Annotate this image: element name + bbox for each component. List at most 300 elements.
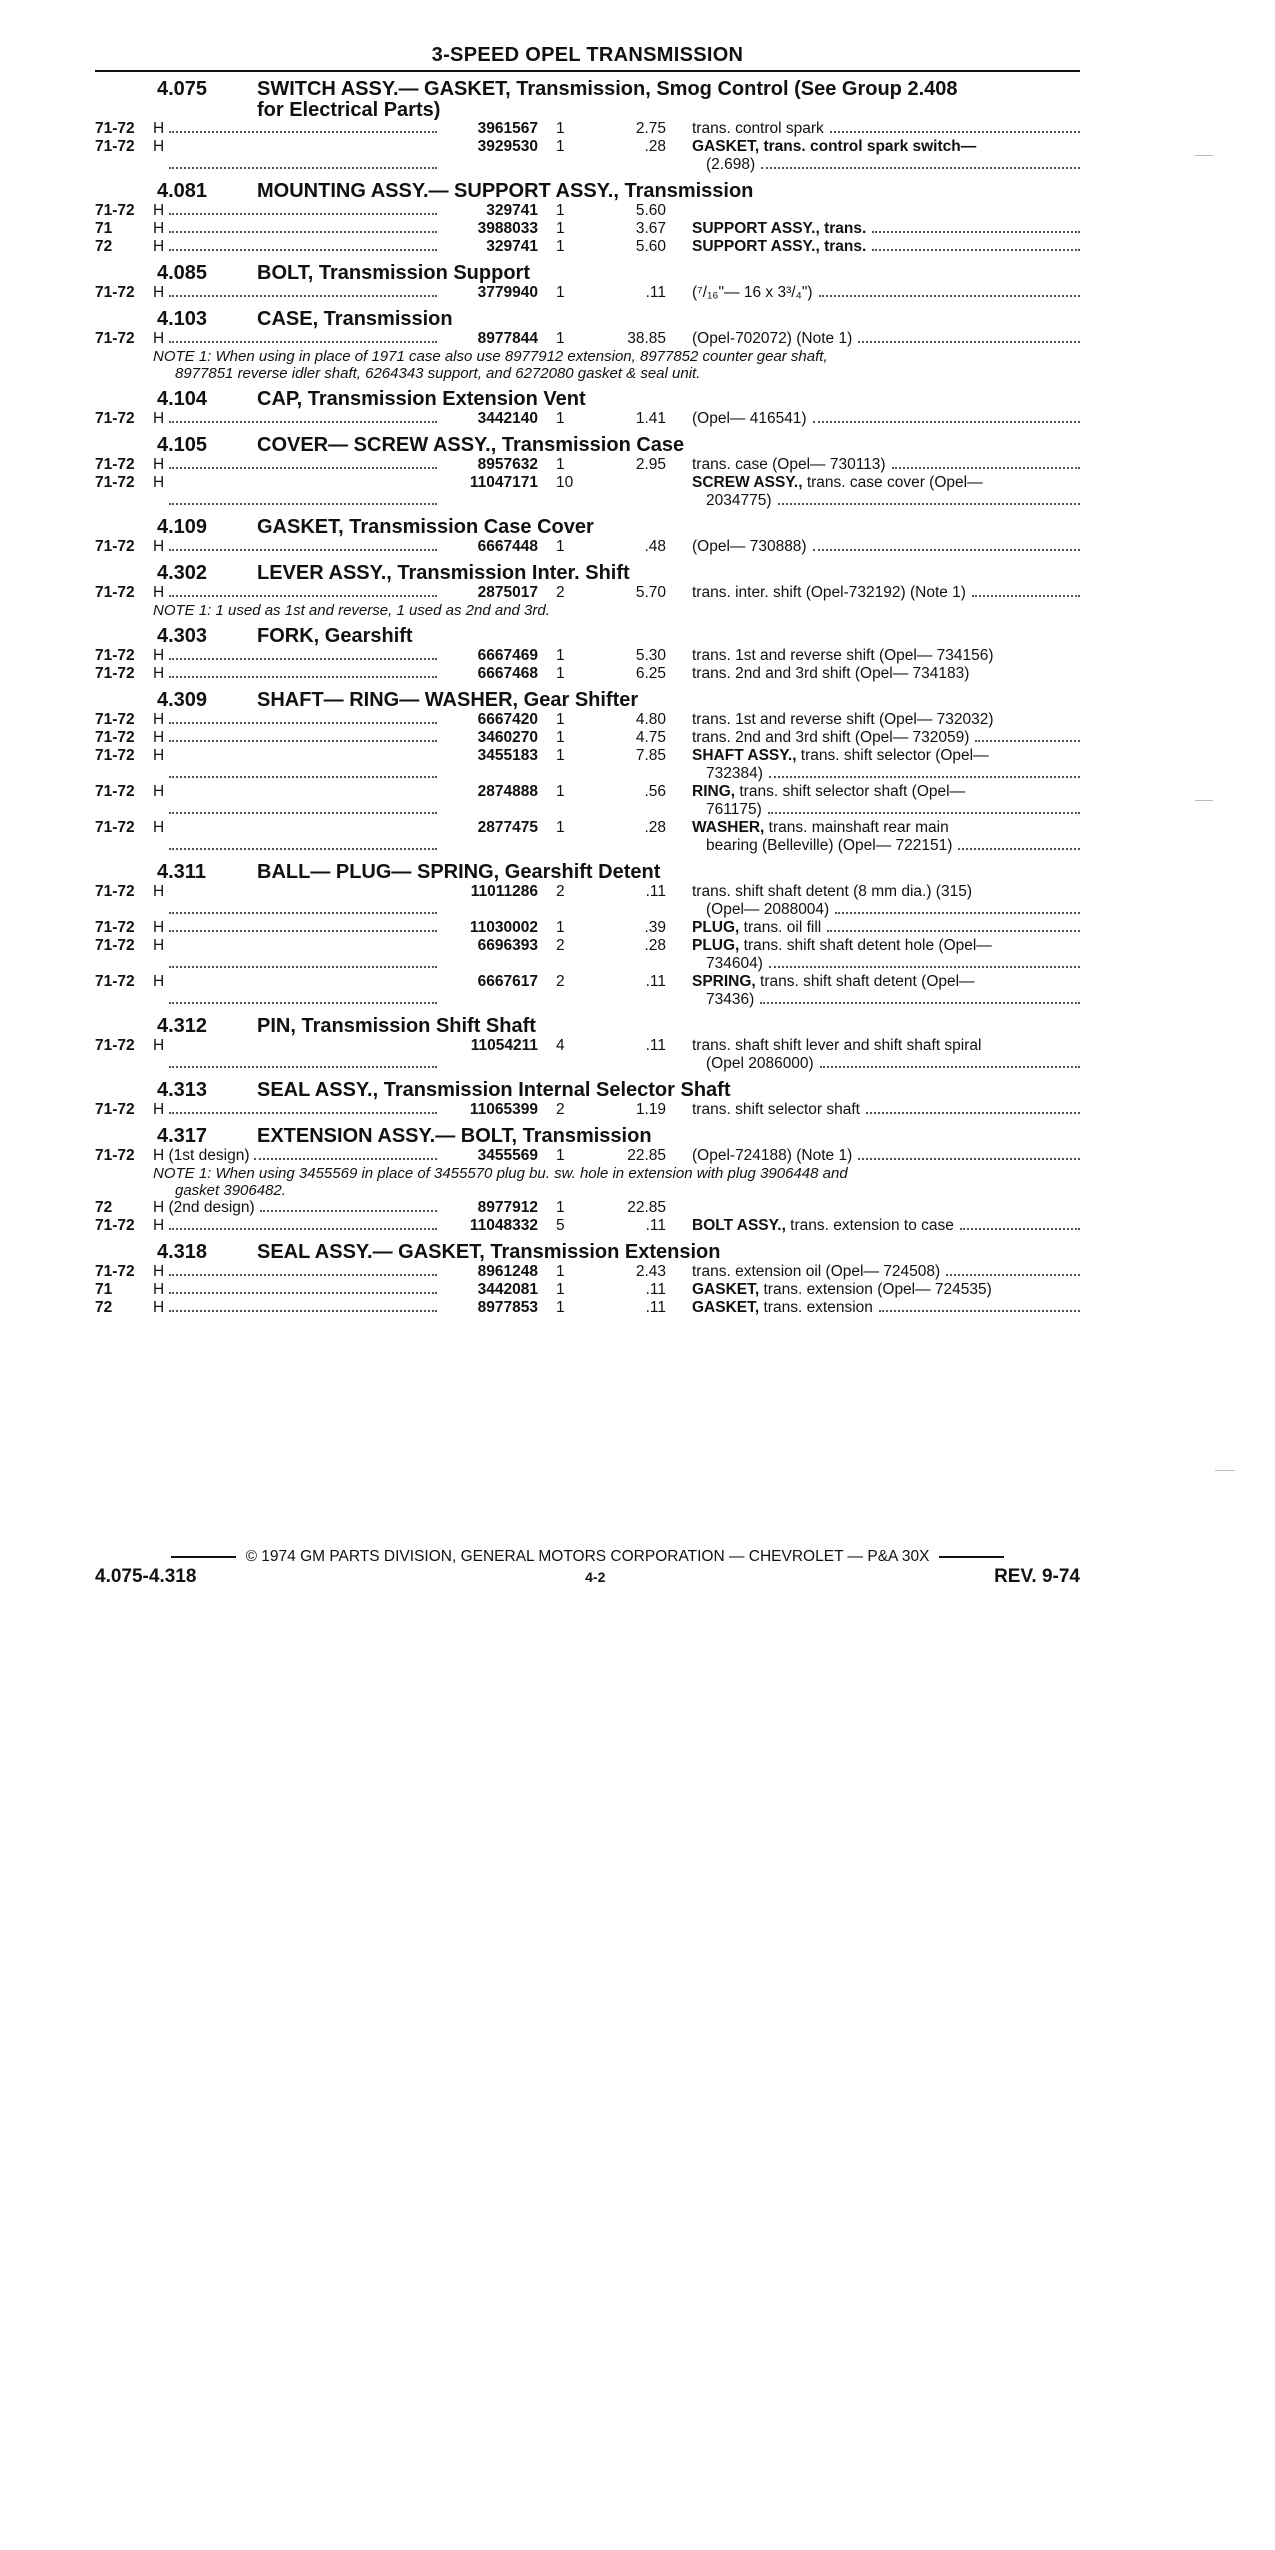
quantity: 1 xyxy=(556,1263,565,1280)
section-heading xyxy=(95,689,1080,711)
description xyxy=(666,665,1080,683)
catalog-section xyxy=(95,262,1080,302)
section-title: EXTENSION ASSY.— BOLT, Transmission xyxy=(257,1125,652,1147)
leader-dots xyxy=(169,474,437,505)
price: .11 xyxy=(645,284,666,301)
quantity: 1 xyxy=(556,819,565,836)
series-cell xyxy=(153,138,443,174)
catalog-section xyxy=(95,689,1080,855)
description-text: (Opel-724188) (Note 1) xyxy=(692,1147,853,1164)
model-year: 71 xyxy=(95,1281,113,1298)
table-row xyxy=(95,1147,1080,1165)
description-line xyxy=(692,456,1080,474)
quantity: 4 xyxy=(556,1037,565,1054)
series-code: H xyxy=(153,1217,165,1234)
description-continued xyxy=(692,837,1080,855)
quantity: 1 xyxy=(556,1281,565,1298)
table-row xyxy=(95,883,1080,919)
footer-revision: REV. 9-74 xyxy=(994,1566,1080,1587)
description xyxy=(666,538,1080,556)
leader-dots xyxy=(879,1299,1080,1312)
leader-dots xyxy=(960,1217,1080,1230)
table-row xyxy=(95,456,1080,474)
description-line xyxy=(692,284,1080,302)
price: .28 xyxy=(644,138,666,155)
footer-page-number: 4-2 xyxy=(585,1569,606,1585)
section-code: 4.309 xyxy=(157,689,208,711)
leader-dots xyxy=(169,238,437,251)
description-line xyxy=(692,647,1080,665)
description-line xyxy=(692,1101,1080,1119)
part-number: 11048332 xyxy=(469,1217,538,1234)
series-cell xyxy=(153,1199,443,1217)
description-line xyxy=(692,937,1080,955)
leader-dots xyxy=(813,538,1080,551)
description-continued xyxy=(692,156,1080,174)
part-number: 6667420 xyxy=(477,711,538,728)
description-line xyxy=(692,538,1080,556)
description-line xyxy=(692,1147,1080,1165)
description xyxy=(666,919,1080,937)
leader-dots xyxy=(946,1263,1080,1276)
leader-dots xyxy=(169,747,437,778)
series-cell xyxy=(153,919,443,937)
catalog-section xyxy=(95,434,1080,510)
description xyxy=(666,883,1080,919)
part-number: 8977912 xyxy=(477,1199,538,1216)
catalog-section xyxy=(95,180,1080,256)
description-line xyxy=(692,1281,1080,1299)
price: 5.30 xyxy=(635,647,666,664)
series-code: H xyxy=(153,120,165,137)
description xyxy=(666,1217,1080,1235)
part-number: 3929530 xyxy=(477,138,538,155)
model-year: 71-72 xyxy=(95,1217,135,1234)
part-number: 3442081 xyxy=(477,1281,538,1298)
quantity: 1 xyxy=(556,410,565,427)
model-year: 71-72 xyxy=(95,202,135,219)
table-row xyxy=(95,1299,1080,1317)
table-row xyxy=(95,1037,1080,1073)
quantity: 1 xyxy=(556,783,565,800)
part-number: 6667468 xyxy=(477,665,538,682)
description xyxy=(666,238,1080,256)
model-year: 71-72 xyxy=(95,919,135,936)
description-continued xyxy=(692,801,1080,819)
leader-dots xyxy=(169,883,437,914)
description-line xyxy=(692,919,1080,937)
leader-dots xyxy=(169,202,437,215)
margin-mark xyxy=(1195,800,1213,801)
quantity: 1 xyxy=(556,747,565,764)
description xyxy=(666,783,1080,819)
description xyxy=(666,647,1080,665)
part-number: 3988033 xyxy=(477,220,538,237)
quantity: 1 xyxy=(556,202,565,219)
leader-dots xyxy=(866,1101,1080,1114)
description-line xyxy=(692,973,1080,991)
series-cell xyxy=(153,1263,443,1281)
leader-dots xyxy=(768,801,1080,814)
leader-dots xyxy=(169,919,437,932)
description-text: (2.698) xyxy=(706,156,756,173)
section-heading xyxy=(95,308,1080,330)
description xyxy=(666,1101,1080,1119)
leader-dots xyxy=(169,729,437,742)
description-text: GASKET, trans. extension xyxy=(692,1299,873,1316)
leader-dots xyxy=(820,1055,1080,1068)
series-cell xyxy=(153,238,443,256)
price: .11 xyxy=(645,1217,666,1234)
quantity: 1 xyxy=(556,729,565,746)
description-line xyxy=(692,1217,1080,1235)
part-number: 8977853 xyxy=(477,1299,538,1316)
section-code: 4.109 xyxy=(157,516,208,538)
quantity: 1 xyxy=(556,1147,565,1164)
section-heading xyxy=(95,78,1080,100)
margin-mark xyxy=(1195,155,1213,156)
price: .11 xyxy=(645,1281,666,1298)
leader-dots xyxy=(769,765,1080,778)
part-number: 3455569 xyxy=(477,1147,538,1164)
description-text: (Opel— 730888) xyxy=(692,538,807,555)
catalog-section xyxy=(95,861,1080,1009)
note-line: gasket 3906482. xyxy=(175,1182,286,1199)
model-year: 71-72 xyxy=(95,284,135,301)
section-title: CASE, Transmission xyxy=(257,308,453,330)
table-row xyxy=(95,202,1080,220)
leader-dots xyxy=(169,220,437,233)
part-number: 329741 xyxy=(486,202,538,219)
table-row xyxy=(95,220,1080,238)
section-code: 4.302 xyxy=(157,562,208,584)
description-text: RING, trans. shift selector shaft (Opel— xyxy=(692,783,966,800)
part-number: 329741 xyxy=(486,238,538,255)
table-row xyxy=(95,747,1080,783)
leader-dots xyxy=(169,138,437,169)
table-row xyxy=(95,973,1080,1009)
description-text: PLUG, trans. shift shaft detent hole (Opel— xyxy=(692,937,992,954)
section-note xyxy=(95,602,1080,619)
part-number: 8957632 xyxy=(477,456,538,473)
series-cell xyxy=(153,1217,443,1235)
model-year: 72 xyxy=(95,238,113,255)
section-code: 4.317 xyxy=(157,1125,208,1147)
description-text: SUPPORT ASSY., trans. xyxy=(692,220,867,237)
leader-dots xyxy=(872,238,1080,251)
section-title: SHAFT— RING— WASHER, Gear Shifter xyxy=(257,689,639,711)
description-text: 761175) xyxy=(706,801,762,818)
series-code: H xyxy=(153,1263,165,1280)
leader-dots xyxy=(169,1037,437,1068)
price: 2.43 xyxy=(635,1263,666,1280)
description xyxy=(666,1263,1080,1281)
leader-dots xyxy=(169,410,437,423)
series-code: H xyxy=(153,665,165,682)
section-title: GASKET, Transmission Case Cover xyxy=(257,516,594,538)
price: 22.85 xyxy=(627,1147,666,1164)
leader-dots xyxy=(827,919,1080,932)
part-number: 8961248 xyxy=(477,1263,538,1280)
description-line xyxy=(692,330,1080,348)
part-number: 11065399 xyxy=(469,1101,538,1118)
model-year: 71-72 xyxy=(95,819,135,836)
price: .11 xyxy=(645,973,666,990)
quantity: 1 xyxy=(556,647,565,664)
model-year: 71-72 xyxy=(95,883,135,900)
series-cell xyxy=(153,1147,443,1165)
leader-dots xyxy=(169,584,437,597)
description-continued xyxy=(692,991,1080,1009)
description-line xyxy=(692,665,1080,683)
series-cell xyxy=(153,665,443,683)
description xyxy=(666,138,1080,174)
leader-dots xyxy=(169,819,437,850)
quantity: 1 xyxy=(556,538,565,555)
description-line xyxy=(692,819,1080,837)
description-line xyxy=(692,1037,1080,1055)
section-code: 4.312 xyxy=(157,1015,208,1037)
series-cell xyxy=(153,584,443,602)
leader-dots xyxy=(958,837,1080,850)
price: 4.80 xyxy=(635,711,666,728)
series-code: H xyxy=(153,138,165,155)
description xyxy=(666,1281,1080,1299)
series-code: H xyxy=(153,1037,165,1054)
description-text: 732384) xyxy=(706,765,763,782)
description-continued xyxy=(692,492,1080,510)
leader-dots xyxy=(830,120,1080,133)
section-title: FORK, Gearshift xyxy=(257,625,413,647)
table-row xyxy=(95,284,1080,302)
series-code: H xyxy=(153,330,165,347)
leader-dots xyxy=(872,220,1080,233)
part-number: 3779940 xyxy=(477,284,538,301)
price: 5.60 xyxy=(635,238,666,255)
price: 5.60 xyxy=(635,202,666,219)
quantity: 1 xyxy=(556,220,565,237)
price: 1.41 xyxy=(635,410,666,427)
series-cell xyxy=(153,973,443,1009)
leader-dots xyxy=(254,1147,437,1160)
series-cell xyxy=(153,711,443,729)
table-row xyxy=(95,783,1080,819)
description xyxy=(666,120,1080,138)
margin-mark xyxy=(1215,1470,1235,1471)
part-number: 6696393 xyxy=(477,937,538,954)
table-row xyxy=(95,819,1080,855)
series-code: H xyxy=(153,202,165,219)
description xyxy=(666,747,1080,783)
series-cell xyxy=(153,410,443,428)
leader-dots xyxy=(975,729,1080,742)
table-row xyxy=(95,330,1080,348)
series-cell xyxy=(153,284,443,302)
quantity: 2 xyxy=(556,1101,565,1118)
description-line xyxy=(692,474,1080,492)
section-heading xyxy=(95,1015,1080,1037)
series-code: H xyxy=(153,729,165,746)
section-heading xyxy=(95,516,1080,538)
model-year: 71-72 xyxy=(95,647,135,664)
catalog-section xyxy=(95,1079,1080,1119)
leader-dots xyxy=(769,955,1080,968)
series-code: H xyxy=(153,819,165,836)
catalog-section xyxy=(95,308,1080,382)
quantity: 1 xyxy=(556,1199,565,1216)
section-title: BALL— PLUG— SPRING, Gearshift Detent xyxy=(257,861,661,883)
section-title: LEVER ASSY., Transmission Inter. Shift xyxy=(257,562,630,584)
description-text: BOLT ASSY., trans. extension to case xyxy=(692,1217,954,1234)
description-continued xyxy=(692,765,1080,783)
model-year: 71-72 xyxy=(95,711,135,728)
price: .28 xyxy=(644,819,666,836)
price: .39 xyxy=(644,919,666,936)
section-code: 4.104 xyxy=(157,388,208,410)
section-heading xyxy=(95,262,1080,284)
section-note xyxy=(95,348,1080,382)
description xyxy=(666,937,1080,973)
leader-dots xyxy=(169,538,437,551)
description-text: 734604) xyxy=(706,955,763,972)
description-text: GASKET, trans. control spark switch— xyxy=(692,138,977,155)
footer-rule-left xyxy=(171,1556,236,1558)
model-year: 71 xyxy=(95,220,113,237)
description-line xyxy=(692,138,1080,156)
part-number: 3442140 xyxy=(477,410,538,427)
price: 6.25 xyxy=(635,665,666,682)
price: 3.67 xyxy=(635,220,666,237)
catalog-section xyxy=(95,516,1080,556)
description-line xyxy=(692,1263,1080,1281)
table-row xyxy=(95,410,1080,428)
quantity: 5 xyxy=(556,1217,565,1234)
quantity: 1 xyxy=(556,138,565,155)
leader-dots xyxy=(760,991,1080,1004)
table-row xyxy=(95,647,1080,665)
description-text: trans. case (Opel— 730113) xyxy=(692,456,886,473)
model-year: 71-72 xyxy=(95,456,135,473)
description-line xyxy=(692,1299,1080,1317)
description-line xyxy=(692,747,1080,765)
leader-dots xyxy=(169,1101,437,1114)
part-number: 6667617 xyxy=(477,973,538,990)
leader-dots xyxy=(972,584,1080,597)
description xyxy=(666,1037,1080,1073)
leader-dots xyxy=(169,665,437,678)
series-code: H xyxy=(153,783,165,800)
leader-dots xyxy=(169,647,437,660)
part-number: 3961567 xyxy=(477,120,538,137)
table-row xyxy=(95,1217,1080,1235)
leader-dots xyxy=(169,783,437,814)
series-cell xyxy=(153,538,443,556)
series-cell xyxy=(153,937,443,973)
series-cell xyxy=(153,883,443,919)
quantity: 10 xyxy=(556,474,574,491)
section-title: PIN, Transmission Shift Shaft xyxy=(257,1015,536,1037)
part-number: 8977844 xyxy=(477,330,538,347)
section-code: 4.103 xyxy=(157,308,208,330)
section-title: CAP, Transmission Extension Vent xyxy=(257,388,586,410)
leader-dots xyxy=(778,492,1080,505)
quantity: 2 xyxy=(556,973,565,990)
quantity: 1 xyxy=(556,456,565,473)
description xyxy=(666,819,1080,855)
footer-rule-right xyxy=(939,1556,1004,1558)
note-line: NOTE 1: When using in place of 1971 case also use 8977912 extension, 8977852 counter gear shaft, xyxy=(153,348,828,365)
description-continued xyxy=(692,1055,1080,1073)
model-year: 71-72 xyxy=(95,1263,135,1280)
description-text: trans. 2nd and 3rd shift (Opel— 734183) xyxy=(692,665,970,682)
description-continued xyxy=(692,901,1080,919)
part-number: 3455183 xyxy=(477,747,538,764)
catalog-section xyxy=(95,625,1080,683)
footer-section-range: 4.075-4.318 xyxy=(95,1566,197,1587)
footer-copyright: © 1974 GM PARTS DIVISION, GENERAL MOTORS CORPORATION — CHEVROLET — P&A 30X xyxy=(245,1548,930,1565)
model-year: 71-72 xyxy=(95,747,135,764)
description xyxy=(666,1199,1080,1217)
series-code: H xyxy=(153,238,165,255)
price: .28 xyxy=(644,937,666,954)
part-number: 2877475 xyxy=(477,819,538,836)
description-text: (⁷/₁₆"— 16 x 3³/₄") xyxy=(692,284,813,301)
model-year: 71-72 xyxy=(95,584,135,601)
price: 5.70 xyxy=(635,584,666,601)
quantity: 1 xyxy=(556,1299,565,1316)
description xyxy=(666,202,1080,220)
table-row xyxy=(95,1101,1080,1119)
model-year: 71-72 xyxy=(95,665,135,682)
table-row xyxy=(95,1263,1080,1281)
description-text: GASKET, trans. extension (Opel— 724535) xyxy=(692,1281,992,1298)
catalog-section xyxy=(95,562,1080,619)
page-header: 3-SPEED OPEL TRANSMISSION xyxy=(95,44,1080,72)
section-code: 4.081 xyxy=(157,180,208,202)
model-year: 71-72 xyxy=(95,1037,135,1054)
table-row xyxy=(95,711,1080,729)
series-code: H xyxy=(153,474,165,491)
catalog-section xyxy=(95,1125,1080,1235)
table-row xyxy=(95,138,1080,174)
model-year: 71-72 xyxy=(95,1101,135,1118)
series-cell xyxy=(153,330,443,348)
catalog-page xyxy=(95,44,1080,1317)
section-heading xyxy=(95,388,1080,410)
description-text: (Opel 2086000) xyxy=(706,1055,814,1072)
catalog-section xyxy=(95,1015,1080,1073)
model-year: 71-72 xyxy=(95,120,135,137)
series-code: H xyxy=(153,937,165,954)
model-year: 71-72 xyxy=(95,138,135,155)
price: 22.85 xyxy=(627,1199,666,1216)
series-cell xyxy=(153,1101,443,1119)
leader-dots xyxy=(260,1199,437,1212)
description-text: WASHER, trans. mainshaft rear main xyxy=(692,819,949,836)
model-year: 71-72 xyxy=(95,937,135,954)
leader-dots xyxy=(858,330,1080,343)
note-line: NOTE 1: When using 3455569 in place of 3455570 plug bu. sw. hole in extension with plug 3906448 and xyxy=(153,1165,848,1182)
model-year: 71-72 xyxy=(95,538,135,555)
description-text: trans. control spark xyxy=(692,120,824,137)
price: 1.19 xyxy=(635,1101,666,1118)
description-text: trans. extension oil (Opel— 724508) xyxy=(692,1263,941,1280)
leader-dots xyxy=(819,284,1080,297)
series-code: H xyxy=(153,1299,165,1316)
catalog-section xyxy=(95,78,1080,174)
section-code: 4.313 xyxy=(157,1079,208,1101)
description-text: bearing (Belleville) (Opel— 722151) xyxy=(706,837,953,854)
